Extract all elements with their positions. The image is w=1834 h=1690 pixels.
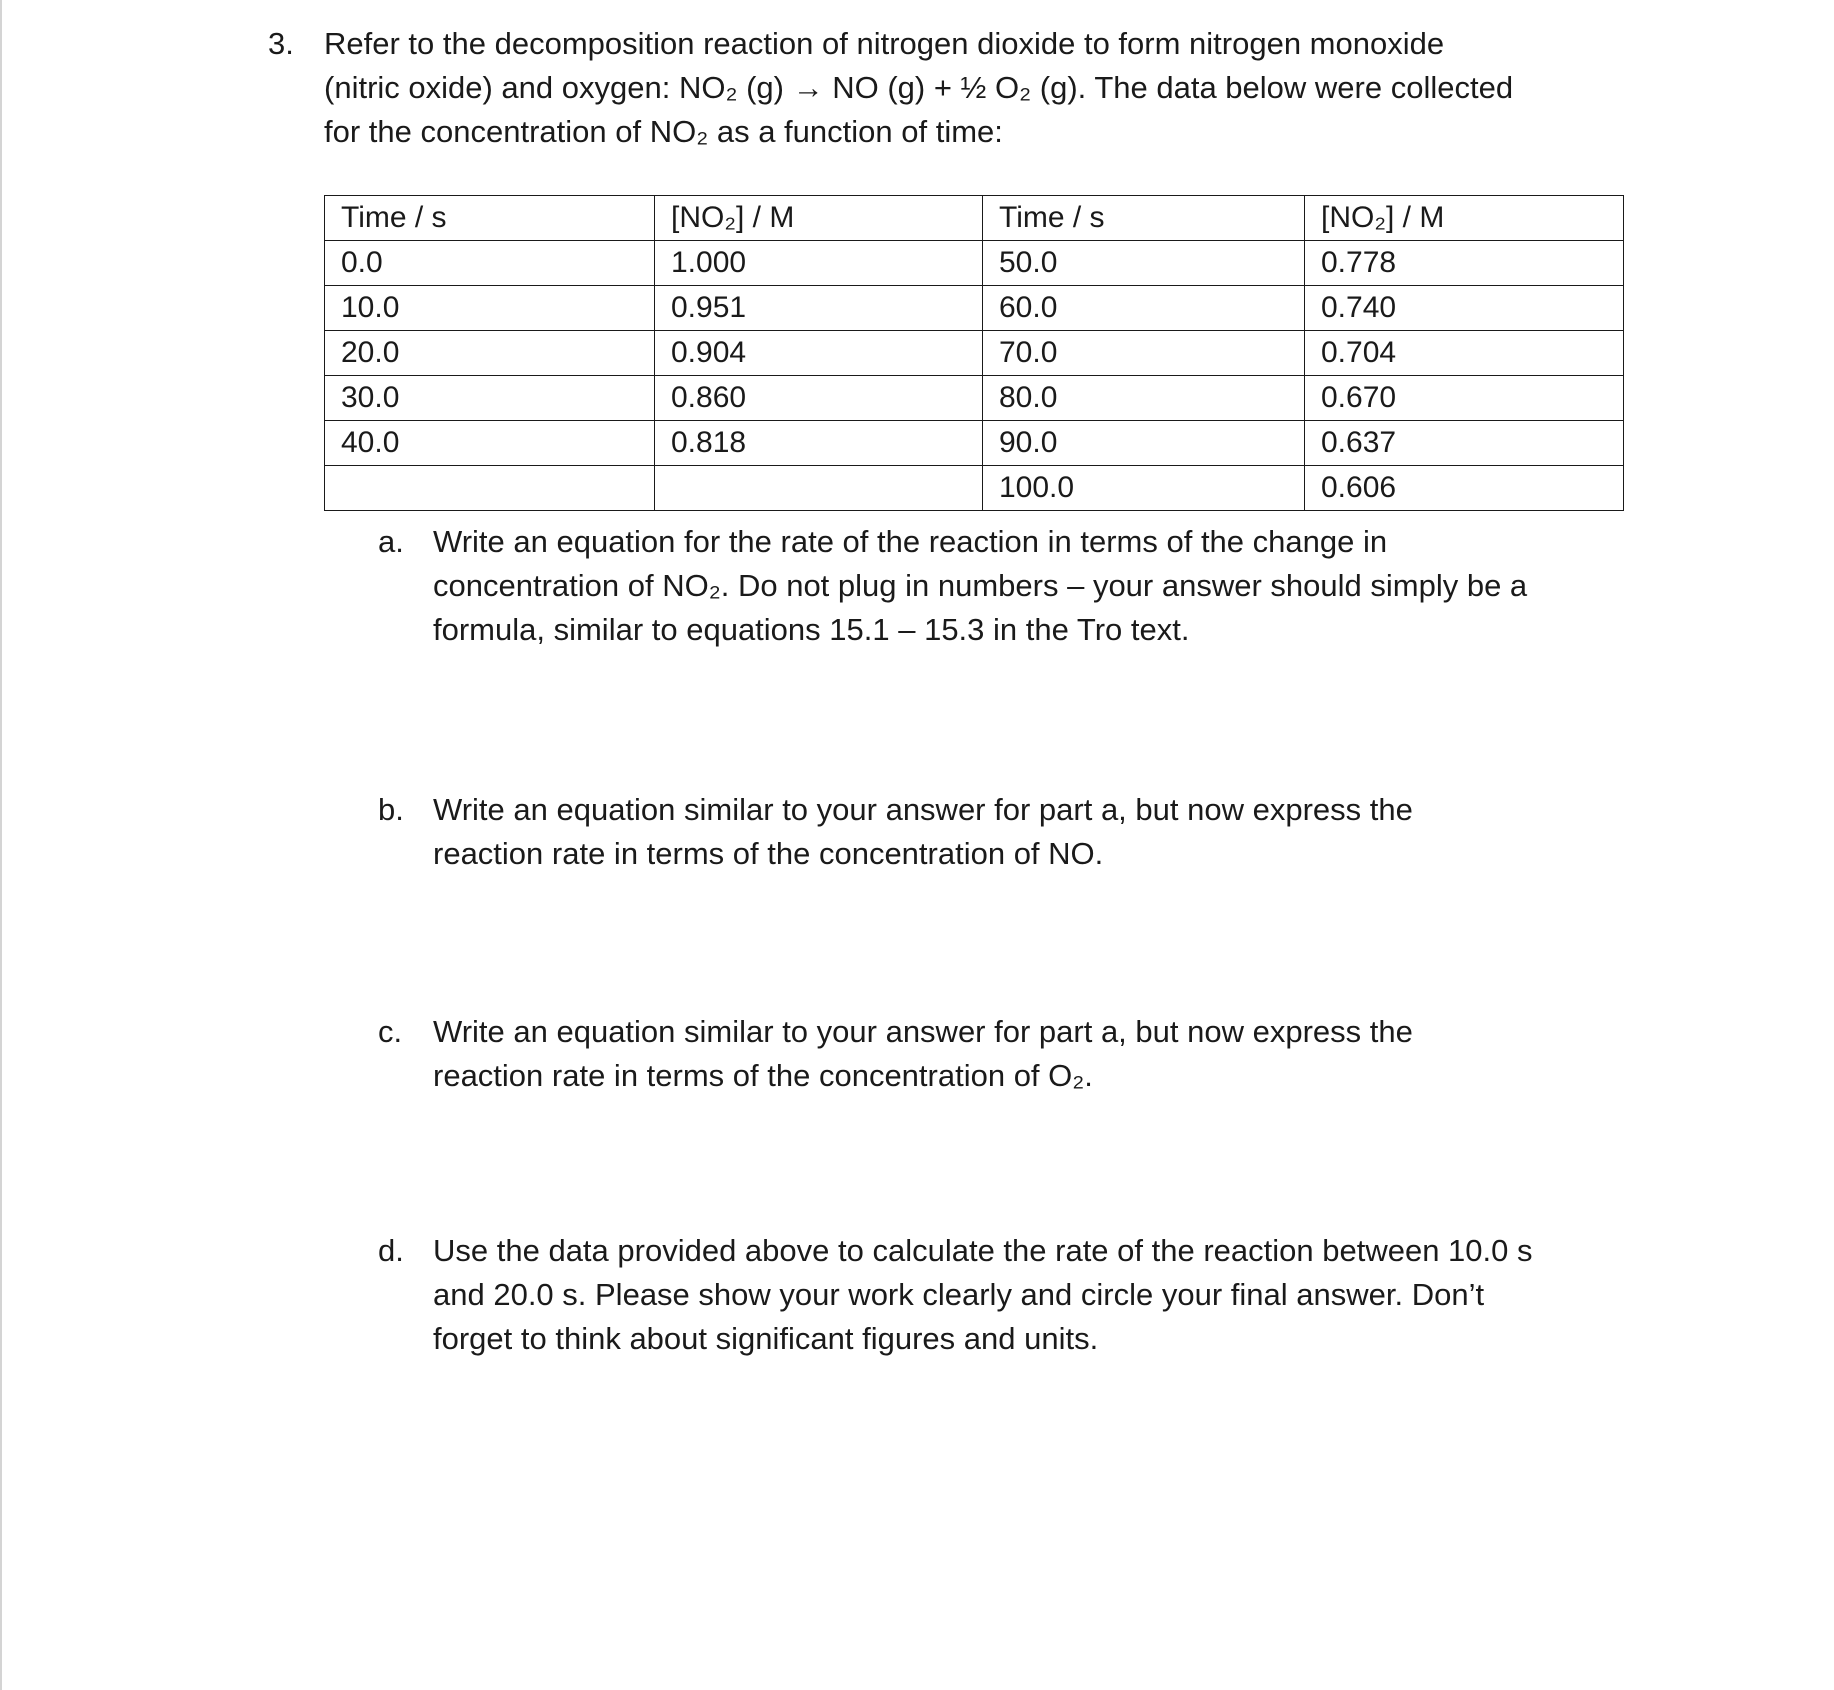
table-cell: 60.0 bbox=[983, 286, 1305, 331]
table-row bbox=[325, 421, 1624, 466]
header-time: Time / s bbox=[983, 196, 1305, 241]
part-line: reaction rate in terms of the concentration of O₂. bbox=[433, 1058, 1093, 1093]
header-concentration: [NO₂] / M bbox=[655, 196, 983, 241]
table-cell: 0.670 bbox=[1305, 376, 1624, 421]
part-line: Use the data provided above to calculate the rate of the reaction between 10.0 s bbox=[433, 1233, 1533, 1268]
table-cell: 100.0 bbox=[983, 466, 1305, 511]
part-letter: c. bbox=[378, 1014, 403, 1049]
table-cell: 0.740 bbox=[1305, 286, 1624, 331]
table-row bbox=[325, 331, 1624, 376]
table-cell: 1.000 bbox=[655, 241, 983, 286]
table-cell: 0.0 bbox=[325, 241, 655, 286]
part-line: Write an equation similar to your answer for part a, but now express the bbox=[433, 1014, 1413, 1049]
table-cell: 30.0 bbox=[325, 376, 655, 421]
table-cell: 0.904 bbox=[655, 331, 983, 376]
part-text bbox=[433, 1229, 1643, 1361]
table-cell: 90.0 bbox=[983, 421, 1305, 466]
part-letter: a. bbox=[378, 524, 404, 559]
table-cell: 50.0 bbox=[983, 241, 1305, 286]
table-header-row bbox=[325, 196, 1624, 241]
table-row bbox=[325, 376, 1624, 421]
part-line: reaction rate in terms of the concentration of NO. bbox=[433, 836, 1104, 871]
table-cell: 0.637 bbox=[1305, 421, 1624, 466]
part-letter: d. bbox=[378, 1233, 404, 1268]
concentration-data-table bbox=[324, 195, 1624, 511]
table-cell: 0.951 bbox=[655, 286, 983, 331]
page-left-border bbox=[0, 0, 2, 1690]
part-line: forget to think about significant figures and units. bbox=[433, 1321, 1099, 1356]
part-text bbox=[433, 520, 1643, 652]
table-cell bbox=[655, 466, 983, 511]
table-cell: 20.0 bbox=[325, 331, 655, 376]
table-cell: 10.0 bbox=[325, 286, 655, 331]
question-number: 3. bbox=[268, 26, 294, 61]
table-cell: 40.0 bbox=[325, 421, 655, 466]
question-line: for the concentration of NO₂ as a function of time: bbox=[324, 114, 1003, 149]
header-concentration: [NO₂] / M bbox=[1305, 196, 1624, 241]
table-row bbox=[325, 286, 1624, 331]
table-cell: 0.818 bbox=[655, 421, 983, 466]
table-cell: 0.704 bbox=[1305, 331, 1624, 376]
table-cell: 0.606 bbox=[1305, 466, 1624, 511]
question-line: Refer to the decomposition reaction of nitrogen dioxide to form nitrogen monoxide bbox=[324, 26, 1445, 61]
question-line: (nitric oxide) and oxygen: NO₂ (g) → NO (g) + ½ O₂ (g). The data below were collected bbox=[324, 70, 1514, 105]
part-line: Write an equation for the rate of the reaction in terms of the change in bbox=[433, 524, 1388, 559]
part-letter: b. bbox=[378, 792, 404, 827]
table-row bbox=[325, 466, 1624, 511]
part-line: Write an equation similar to your answer for part a, but now express the bbox=[433, 792, 1413, 827]
part-line: concentration of NO₂. Do not plug in numbers – your answer should simply be a bbox=[433, 568, 1528, 603]
table-row bbox=[325, 241, 1624, 286]
part-text bbox=[433, 788, 1643, 876]
question-prompt bbox=[324, 22, 1614, 154]
header-time: Time / s bbox=[325, 196, 655, 241]
table-cell: 0.778 bbox=[1305, 241, 1624, 286]
part-line: formula, similar to equations 15.1 – 15.3 in the Tro text. bbox=[433, 612, 1190, 647]
table-cell: 70.0 bbox=[983, 331, 1305, 376]
part-text bbox=[433, 1010, 1643, 1098]
table-cell: 80.0 bbox=[983, 376, 1305, 421]
part-line: and 20.0 s. Please show your work clearly and circle your final answer. Don’t bbox=[433, 1277, 1485, 1312]
table-cell bbox=[325, 466, 655, 511]
table-cell: 0.860 bbox=[655, 376, 983, 421]
